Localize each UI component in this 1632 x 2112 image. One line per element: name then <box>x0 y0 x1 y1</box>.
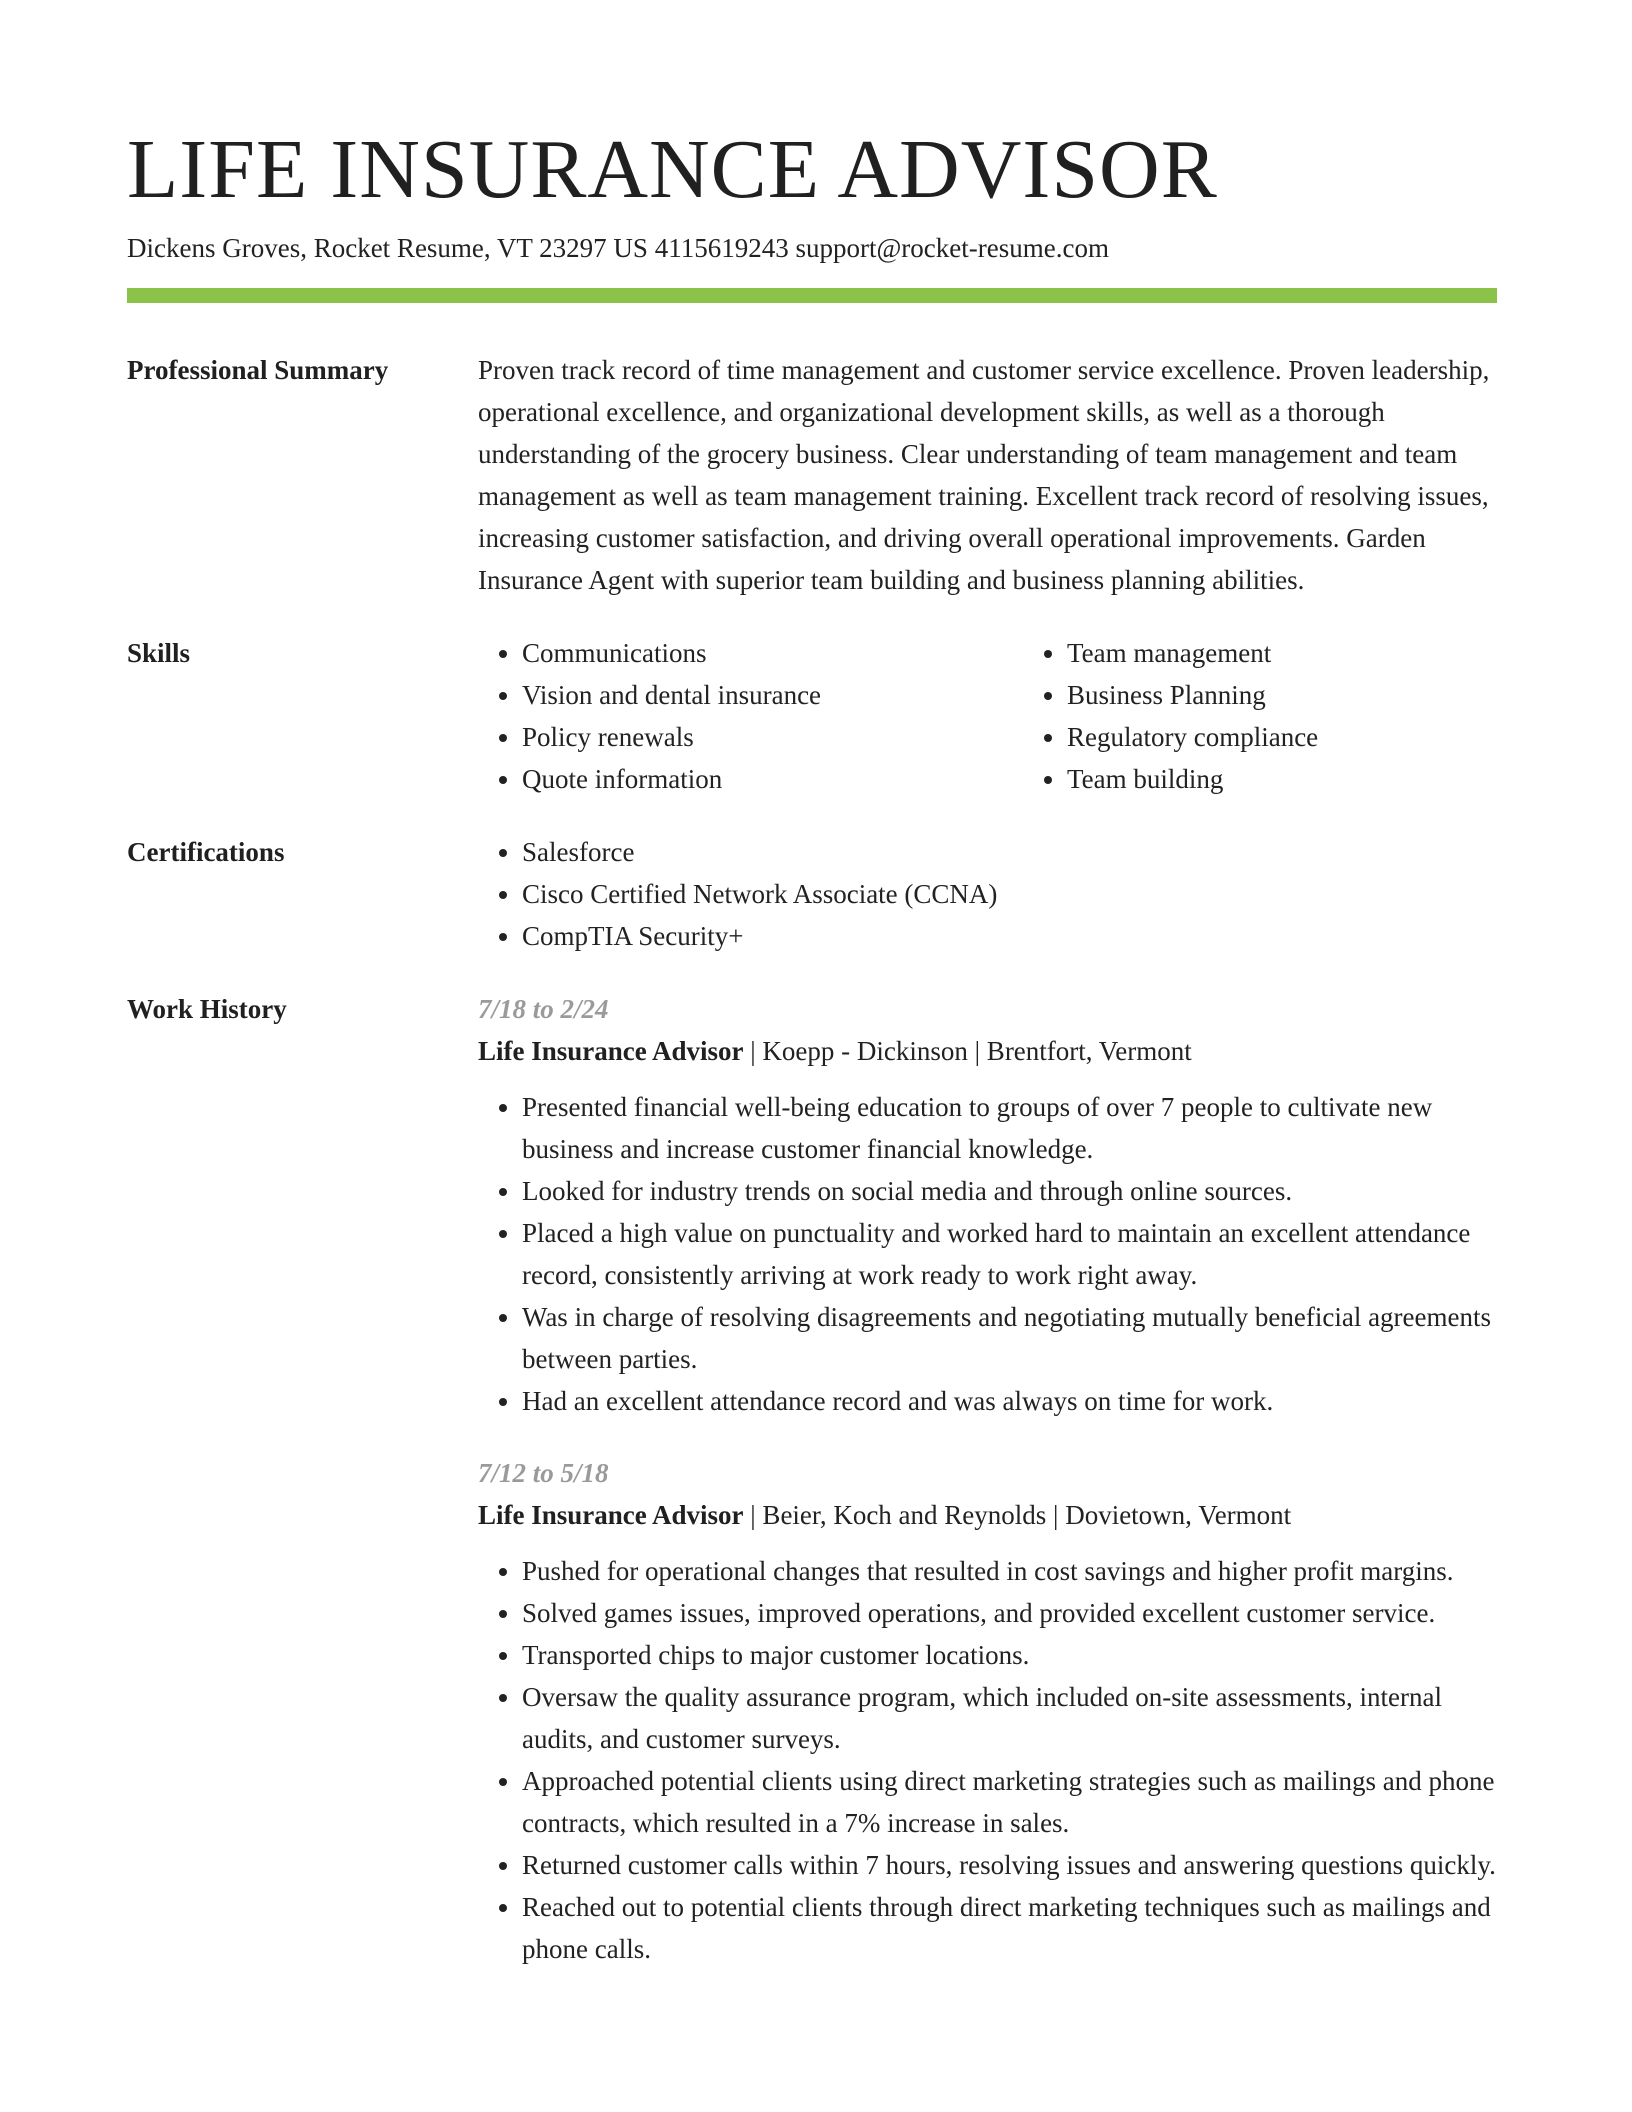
skill-item: • Vision and dental insurance <box>522 674 1023 716</box>
job-bullet: • Was in charge of resolving disagreements and negotiating mutually beneficial agreements between parties. <box>522 1296 1497 1380</box>
job-bullet: • Transported chips to major customer locations. <box>522 1634 1497 1676</box>
skills-section <box>127 632 1497 800</box>
contact-line: Dickens Groves, Rocket Resume, VT 23297 US 4115619243 support@rocket-resume.com <box>127 233 1109 263</box>
summary-body <box>478 349 1497 601</box>
skill-item: • Communications <box>522 632 1023 674</box>
accent-divider <box>127 288 1497 303</box>
job-bullet: • Placed a high value on punctuality and worked hard to maintain an excellent attendance record, consistently arriving at work ready to work right away. <box>522 1212 1497 1296</box>
job-employer-location: | Beier, Koch and Reynolds | Dovietown, Vermont <box>743 1500 1292 1530</box>
skills-list-right <box>1023 632 1568 800</box>
certification-item: • Salesforce <box>522 831 1497 873</box>
section-label-work-history: Work History <box>127 994 287 1024</box>
certification-item: • Cisco Certified Network Associate (CCNA) <box>522 873 1497 915</box>
job-bullet: • Returned customer calls within 7 hours, resolving issues and answering questions quickly. <box>522 1844 1497 1886</box>
job-bullet: • Had an excellent attendance record and was always on time for work. <box>522 1380 1497 1422</box>
job-employer-location: | Koepp - Dickinson | Brentfort, Vermont <box>743 1036 1192 1066</box>
certifications-section <box>127 831 1497 957</box>
job-bullet: • Solved games issues, improved operations, and provided excellent customer service. <box>522 1592 1497 1634</box>
skill-item: • Policy renewals <box>522 716 1023 758</box>
summary-section <box>127 349 1497 601</box>
resume-title: LIFE INSURANCE ADVISOR <box>127 123 1218 216</box>
skill-item: • Team building <box>1067 758 1568 800</box>
job-entry <box>478 1452 1497 1970</box>
skill-item: • Quote information <box>522 758 1023 800</box>
skill-item: • Business Planning <box>1067 674 1568 716</box>
certifications-body <box>478 831 1497 957</box>
section-label-certifications: Certifications <box>127 837 285 867</box>
job-bullets <box>478 1086 1497 1422</box>
job-bullet: • Presented financial well-being education to groups of over 7 people to cultivate new business and increase customer financial knowledge. <box>522 1086 1497 1170</box>
job-heading <box>478 1030 1497 1072</box>
job-role: Life Insurance Advisor <box>478 1500 744 1530</box>
job-bullet: • Reached out to potential clients through direct marketing techniques such as mailings and phone calls. <box>522 1886 1497 1970</box>
work-history-body <box>478 988 1497 2000</box>
summary-text: Proven track record of time management and customer service excellence. Proven leadership, operational excellence, and organizational development skills, as well as a thorough understanding of the grocery business. Clear understanding of team management and team management as well as team management training. Excellent track record of resolving issues, increasing customer satisfaction, and driving overall operational improvements. Garden Insurance Agent with superior team building and business planning abilities. <box>478 355 1490 595</box>
job-dates: 7/18 to 2/24 <box>478 994 609 1024</box>
resume-page <box>127 118 1497 2031</box>
job-bullet: • Approached potential clients using direct marketing strategies such as mailings and phone contracts, which resulted in a 7% increase in sales. <box>522 1760 1497 1844</box>
certification-item: • CompTIA Security+ <box>522 915 1497 957</box>
skills-list-left <box>478 632 1023 800</box>
section-label-skills: Skills <box>127 638 191 668</box>
job-bullet: • Oversaw the quality assurance program, which included on-site assessments, internal audits, and customer surveys. <box>522 1676 1497 1760</box>
section-label-summary: Professional Summary <box>127 355 389 385</box>
job-bullet: • Looked for industry trends on social media and through online sources. <box>522 1170 1497 1212</box>
job-bullets <box>478 1550 1497 1970</box>
certifications-list <box>478 831 1497 957</box>
job-dates: 7/12 to 5/18 <box>478 1458 609 1488</box>
job-entry <box>478 988 1497 1422</box>
work-history-section <box>127 988 1497 2000</box>
job-bullet: • Pushed for operational changes that resulted in cost savings and higher profit margins. <box>522 1550 1497 1592</box>
skill-item: • Team management <box>1067 632 1568 674</box>
job-heading <box>478 1494 1497 1536</box>
job-role: Life Insurance Advisor <box>478 1036 744 1066</box>
skills-grid <box>478 632 1568 800</box>
skill-item: • Regulatory compliance <box>1067 716 1568 758</box>
